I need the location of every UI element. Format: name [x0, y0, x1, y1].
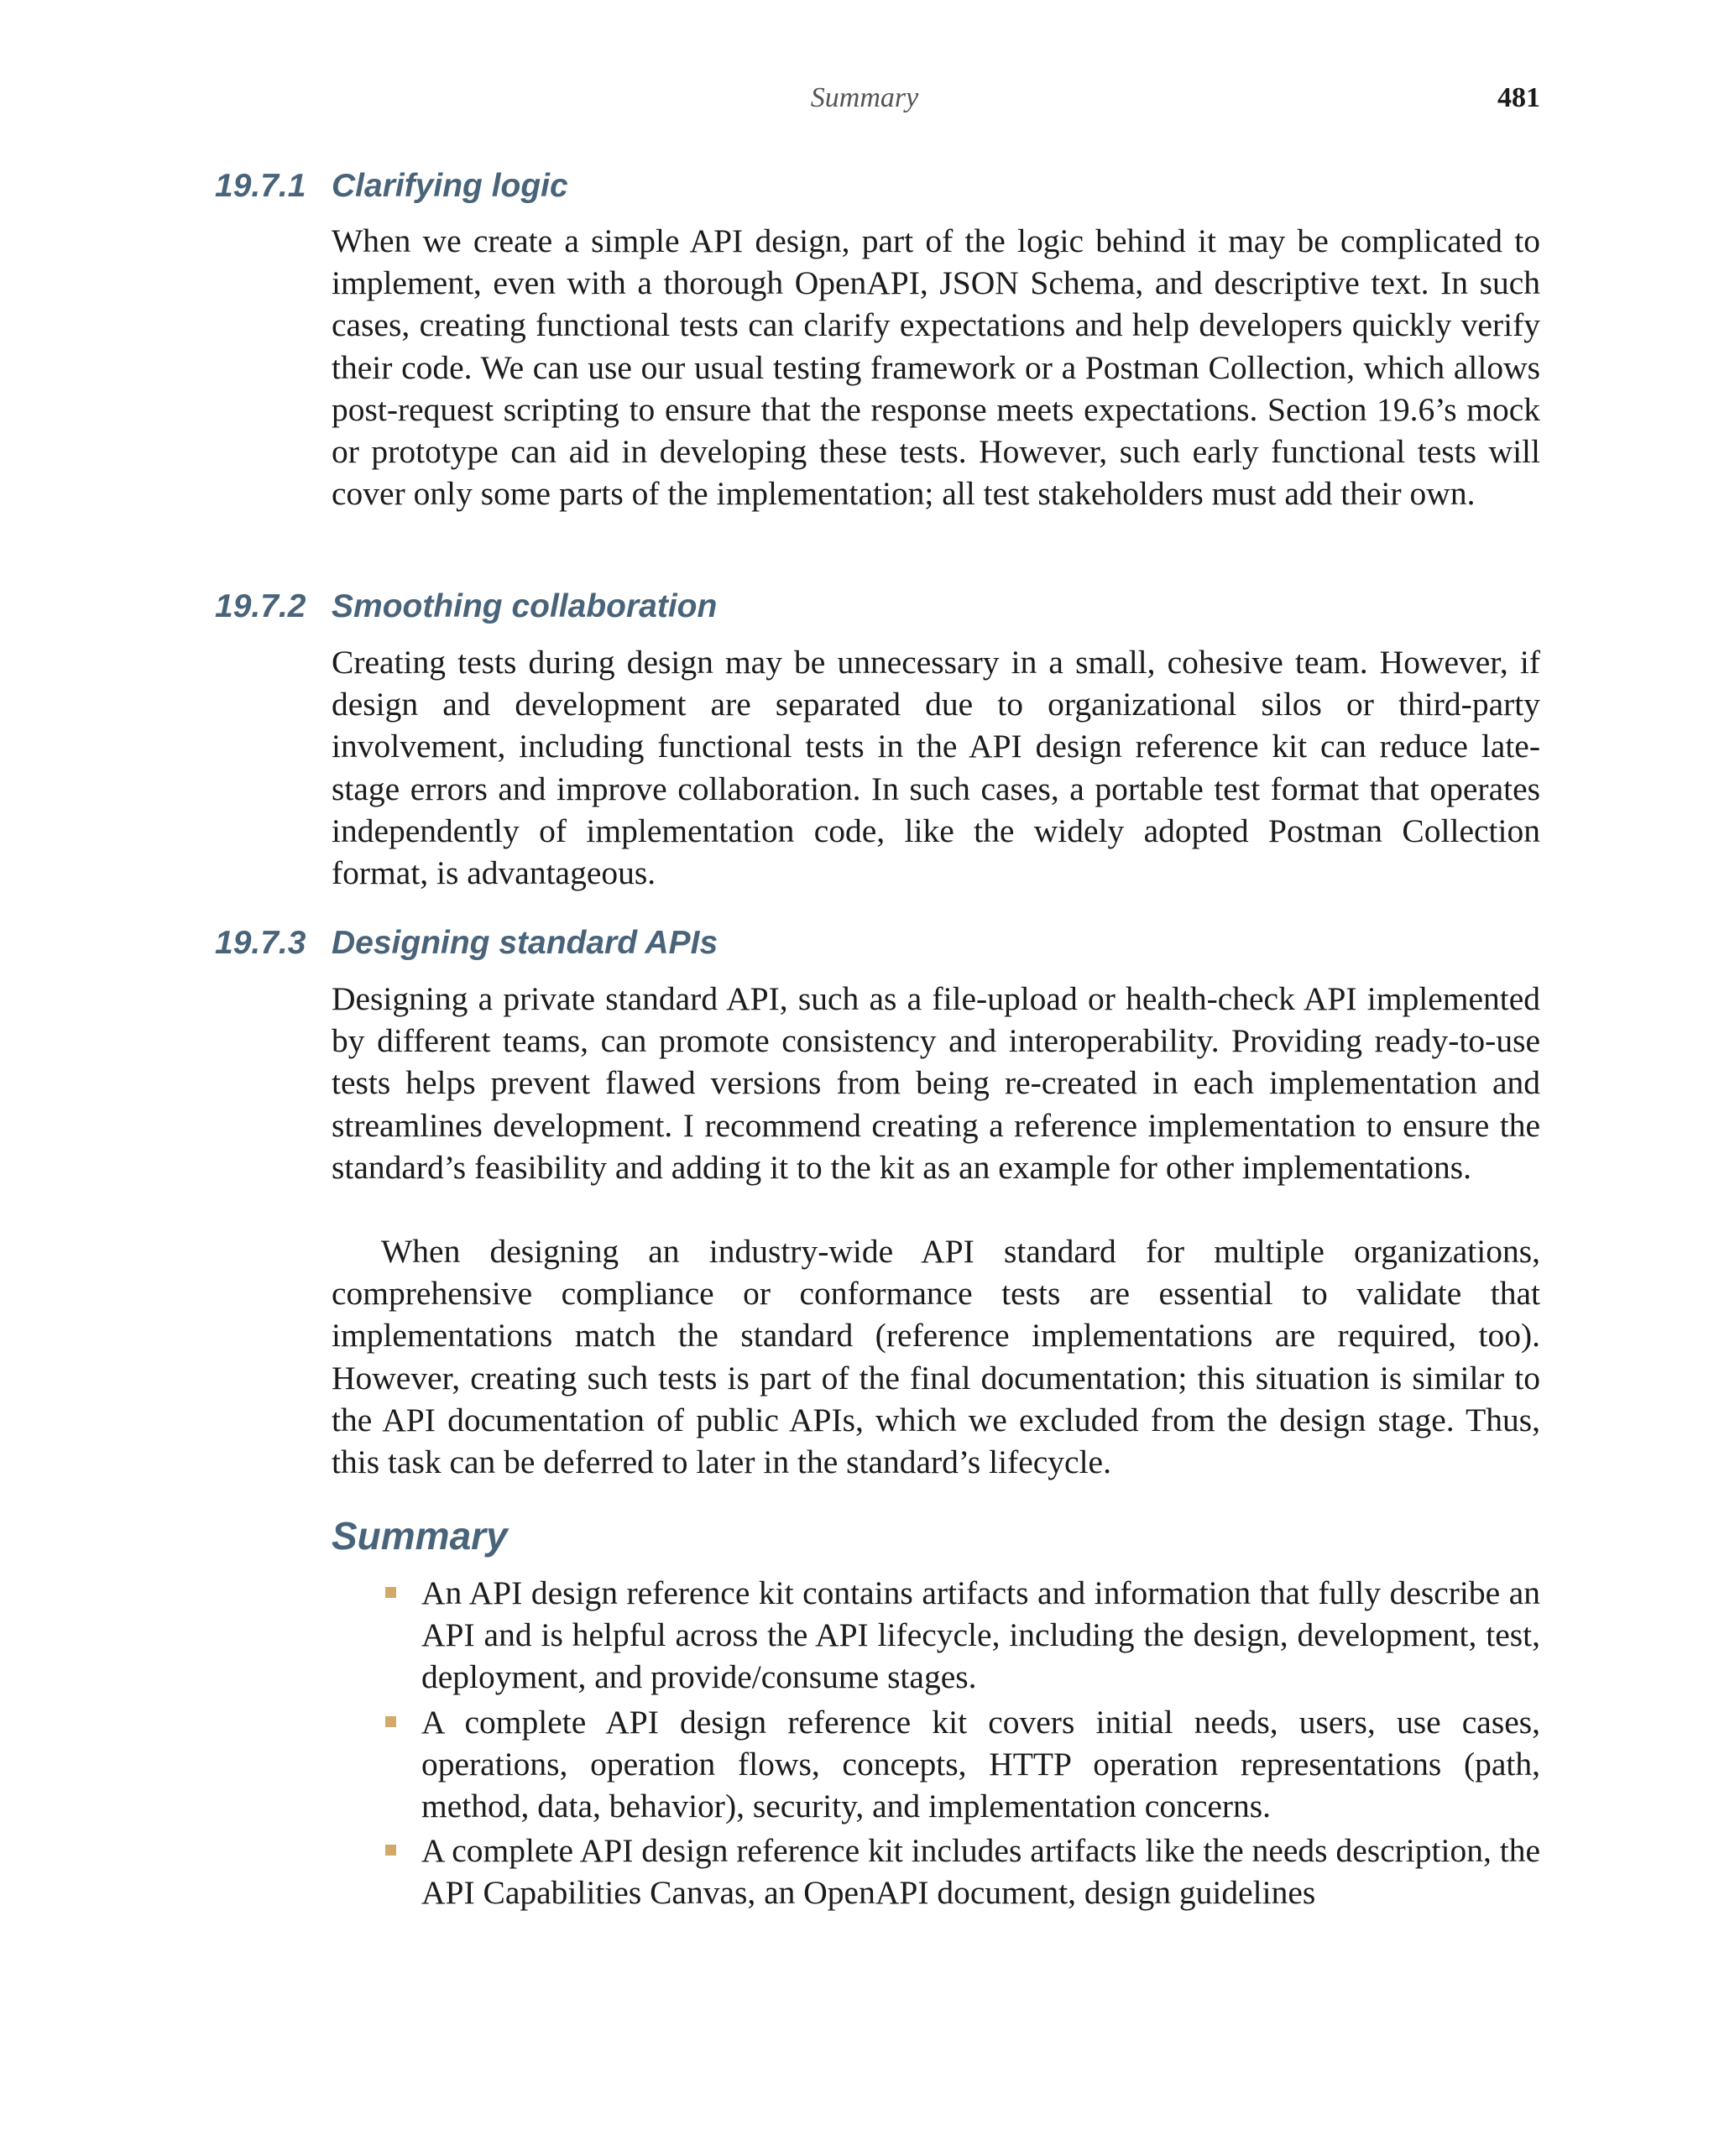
paragraph: Creating tests during design may be unnecessary in a small, cohesive team. However, if design and development are separated due to organizational silos or third-party involvement, including functional tests in the API design reference kit can reduce late-stage errors and improve collaboration. In such cases, a portable test format that operates independently of implementation code, like the widely adopted Postman Collection format, is advantageous.: [332, 644, 1540, 892]
paragraph: When we create a simple API design, part of the logic behind it may be complicated to implement, even with a thorough OpenAPI, JSON Schema, and descriptive text. In such cases, creating functional tests can clarify expectations and help developers quickly verify their code. We can use our usual testing framework or a Postman Collection, which allows post-request scripting to ensure that the response meets expectations. Section 19.6’s mock or prototype can aid in developing these tests. However, such early functional tests will cover only some parts of the implementation; all test stakeholders must add their own.: [332, 222, 1540, 513]
summary-heading: Summary: [332, 1514, 508, 1558]
section-title: Designing standard APIs: [332, 925, 718, 961]
list-item: [332, 1701, 1540, 1828]
section-title: Smoothing collaboration: [332, 588, 718, 624]
paragraph: When designing an industry-wide API standard for multiple organizations, comprehensive compliance or conformance tests are essential to validate that implementations match the standard (reference implementations are required, too). However, creating such tests is part of the final documentation; this situation is similar to the API documentation of public APIs, which we excluded from the design stage. Thus, this task can be deferred to later in the standard’s lifecycle.: [332, 1233, 1540, 1481]
section-title: Clarifying logic: [332, 168, 568, 204]
list-item: [332, 1830, 1540, 1913]
running-title: Summary: [810, 82, 919, 113]
summary-list: [332, 1572, 1540, 1917]
section-number: 19.7.2: [215, 588, 306, 624]
section-heading: [215, 586, 717, 628]
list-item: [332, 1572, 1540, 1699]
square-bullet-icon: [385, 1587, 396, 1598]
square-bullet-icon: [385, 1845, 396, 1856]
list-item-text: A complete API design reference kit covers initial needs, users, use cases, operations, operation flows, concepts, HTTP operation representations (path, method, data, behavior), security, and implementation concerns.: [421, 1703, 1540, 1825]
section-heading: [215, 165, 568, 207]
section-number: 19.7.3: [215, 925, 306, 961]
section-number: 19.7.1: [215, 168, 306, 204]
list-item-text: An API design reference kit contains artifacts and information that fully describe an API and is helpful across the API lifecycle, including the design, development, test, deployment, and provide/consume stages.: [421, 1574, 1540, 1696]
paragraph: Designing a private standard API, such as a file-upload or health-check API implemented by different teams, can promote consistency and interoperability. Providing ready-to-use tests helps prevent flawed versions from being re-created in each implementation and streamlines development. I recommend creating a reference implementation to ensure the standard’s feasibility and adding it to the kit as an example for other implementations.: [332, 980, 1540, 1186]
section-heading: [215, 922, 718, 964]
square-bullet-icon: [385, 1716, 396, 1727]
list-item-text: A complete API design reference kit includes artifacts like the needs description, the API Capabilities Canvas, an OpenAPI document, design guidelines: [421, 1832, 1540, 1912]
page-number: 481: [1497, 82, 1540, 113]
running-header: [332, 77, 1540, 119]
